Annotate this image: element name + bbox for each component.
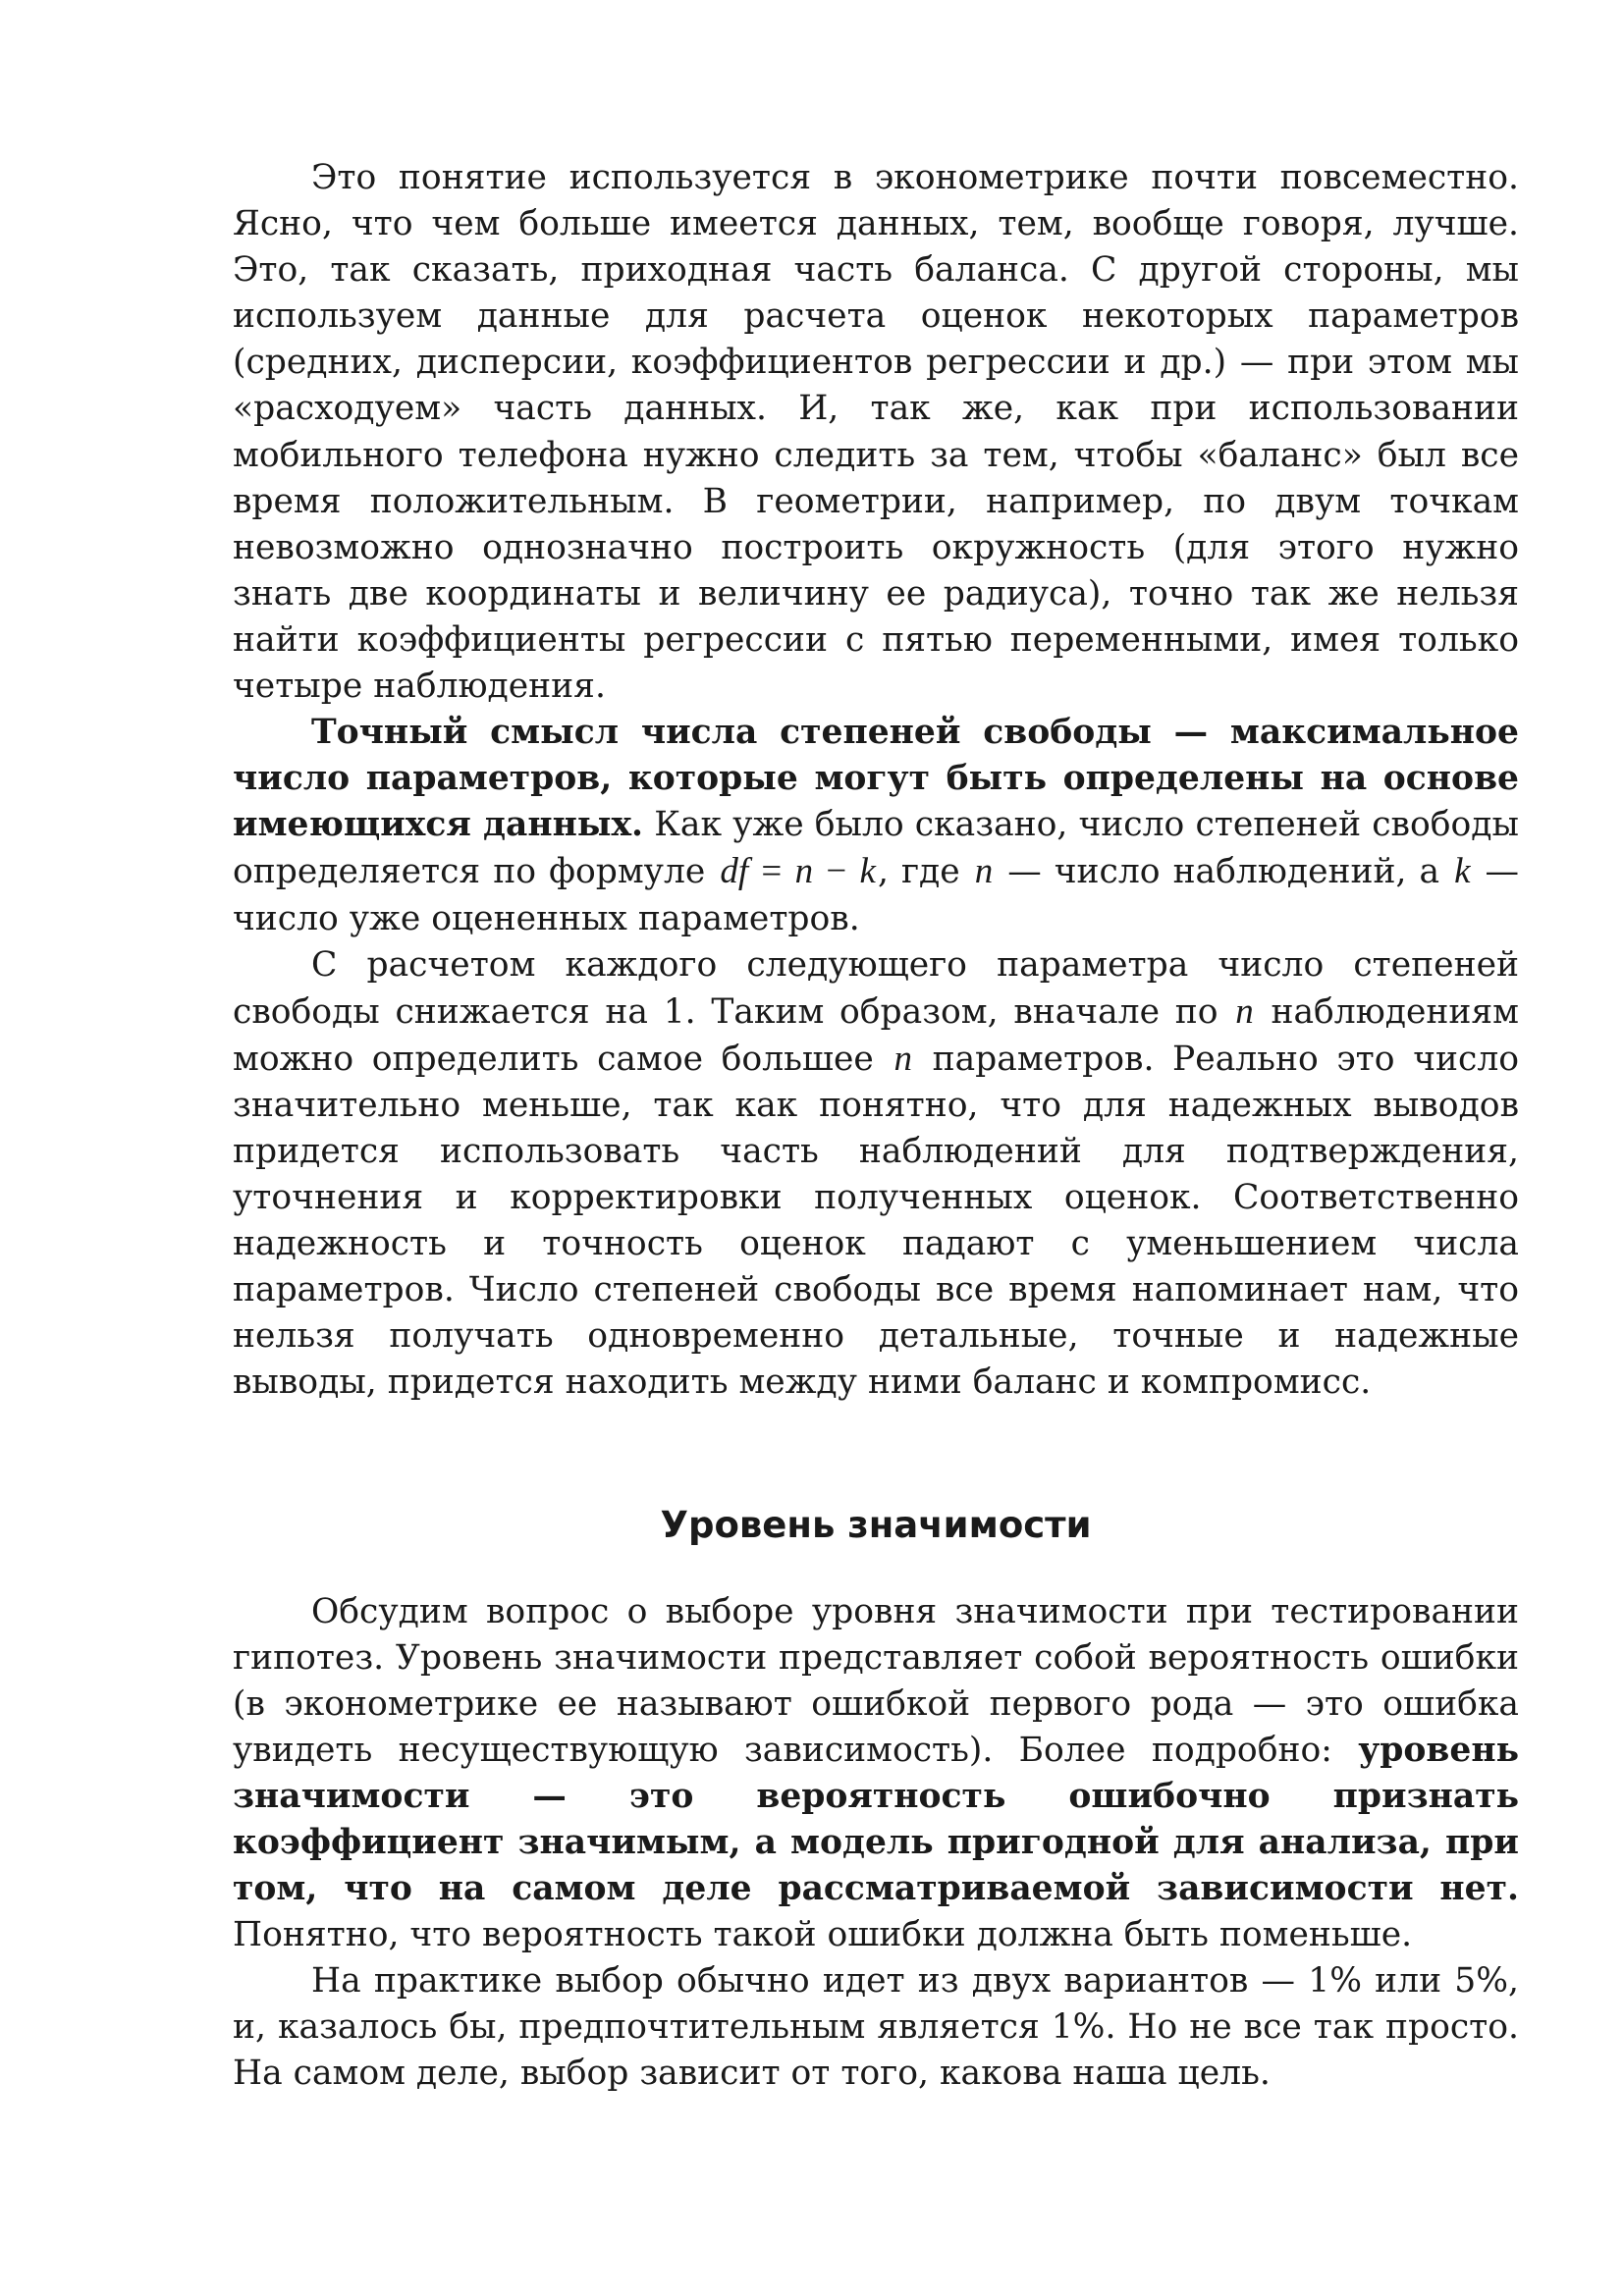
formula-equals: = — [750, 851, 793, 892]
paragraph-significance-level-choice: На практике выбор обычно идет из двух вариантов — 1% или 5%, и, казалось бы, предпочтительным является 1%. Но не все так просто. На самом деле, выбор зависит от того, какова наша цель. — [233, 1961, 1519, 2094]
text-span: Как уже было сказано, число степеней свободы определяется по формуле — [233, 805, 1519, 892]
var-n: n — [1235, 990, 1254, 1032]
formula-var-k: k — [859, 851, 876, 892]
text-span: — число наблюдений, а — [995, 852, 1453, 892]
definition-bold: Точный смысл числа степеней свободы — максимальное число параметров, которые могут быть определены на основе имеющихся данных. — [233, 713, 1519, 845]
var-k: k — [1454, 851, 1471, 892]
text-span: С расчетом каждого следующего параметра число степеней свободы снижается на 1. Таким образом, вначале по — [233, 944, 1519, 1032]
paragraph-degrees-of-freedom-decrease — [233, 942, 1519, 1407]
paragraph-significance-level-definition — [233, 1589, 1519, 1959]
text-span: Понятно, что вероятность такой ошибки должна быть поменьше. — [233, 1915, 1413, 1955]
text-span: — число уже оцененных параметров. — [233, 852, 1520, 938]
formula-df — [718, 852, 878, 891]
section-heading: Уровень значимости — [660, 1503, 1092, 1546]
paragraph-degrees-of-freedom-intro: Это понятие используется в эконометрике почти повсеместно. Ясно, что чем больше имеется данных, тем, вообще говоря, лучше. Это, так сказать, приходная часть баланса. С другой стороны, мы используем данные для расчета оценок некоторых параметров (средних, дисперсии, коэффициентов регрессии и др.) — при этом мы «расходуем» часть данных. И, так же, как при использовании мобильного телефона нужно следить за тем, чтобы «баланс» был все время положительным. В геометрии, например, по двум точкам невозможно однозначно построить окружность (для этого нужно знать две координаты и величину ее радиуса), точно так же нельзя найти коэффициенты регрессии с пятью переменными, имея только четыре наблюдения. — [233, 158, 1519, 707]
var-n: n — [893, 1038, 912, 1079]
paragraph-degrees-of-freedom-definition — [233, 710, 1519, 941]
document-page — [233, 155, 1519, 2098]
text-span: Обсудим вопрос о выборе уровня значимости при тестировании гипотез. Уровень значимости представляет собой вероятность ошибки (в эконометрике ее называют ошибкой первого рода — это ошибка увидеть несуществующую зависимость). Более подробно: — [233, 1591, 1519, 1770]
text-span: наблюдениям можно определить самое большее — [233, 991, 1519, 1079]
var-n: n — [974, 851, 994, 892]
text-span: , где — [877, 852, 973, 892]
formula-var-n: n — [794, 851, 814, 892]
formula-minus: − — [815, 851, 858, 892]
formula-var-df: df — [720, 851, 749, 892]
definition-bold: уровень значимости — это вероятность ошибочно признать коэффициент значимым, а модель пригодной для анализа, при том, что на самом деле рассматриваемой зависимости нет. — [233, 1730, 1519, 1909]
text-span: параметров. Реально это число значительно меньше, так как понятно, что для надежных выводов придется использовать часть наблюдений для подтверждения, уточнения и корректировки полученных оценок. Соответственно надежность и точность оценок падают с уменьшением числа параметров. Число степеней свободы все время напоминает нам, что нельзя получать одновременно детальные, точные и надежные выводы, придется находить между ними баланс и компромисс. — [233, 1039, 1520, 1403]
